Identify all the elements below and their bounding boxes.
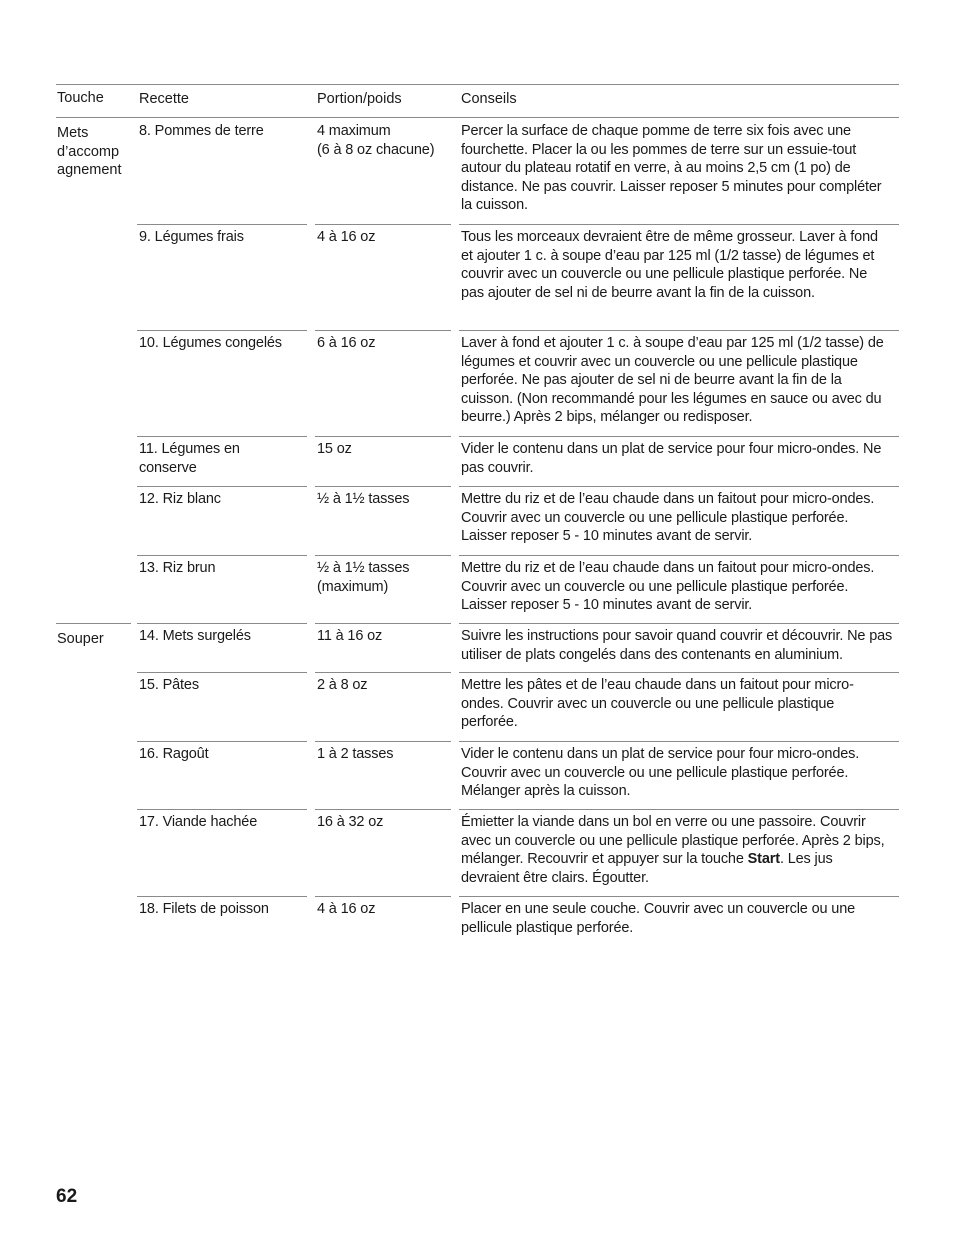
portion-weight: 16 à 32 oz	[317, 814, 384, 830]
recipe-name: 12. Riz blanc	[139, 491, 221, 507]
table-row	[56, 741, 899, 809]
row-divider	[459, 436, 899, 437]
row-divider	[459, 623, 899, 624]
row-divider	[137, 672, 307, 673]
group-label: Souper	[57, 631, 104, 647]
cooking-tip: Mettre du riz et de l’eau chaude dans un faitout pour micro-ondes. Couvrir avec un couvercle ou une pellicule plastique perforée. Laisser reposer 5 - 10 minutes avant de servir.	[461, 560, 875, 614]
group-souper	[56, 623, 899, 956]
portion-weight: 4 maximum (6 à 8 oz chacune)	[317, 123, 435, 158]
recipe-name: 18. Filets de poisson	[139, 901, 269, 917]
cooking-tip	[461, 813, 893, 887]
table-row	[56, 555, 899, 623]
row-divider	[137, 436, 307, 437]
recipe-name: 15. Pâtes	[139, 677, 199, 693]
tip-text: Émietter la viande dans un bol en verre ou une passoire. Couvrir avec un couvercle ou une pellicule plastique perforée. Après 2 bips, mélanger. Recouvrir et appuyer sur la touche	[461, 814, 885, 868]
row-divider	[315, 436, 451, 437]
page-number: 62	[56, 1186, 78, 1207]
portion-weight: 2 à 8 oz	[317, 677, 368, 693]
cooking-tip: Vider le contenu dans un plat de service pour four micro-ondes. Couvrir avec un couvercle ou une pellicule plastique perforée. Mélanger après la cuisson.	[461, 746, 860, 800]
portion-weight: 11 à 16 oz	[317, 628, 383, 644]
table-row	[56, 330, 899, 436]
table-row	[56, 224, 899, 330]
portion-weight: 15 oz	[317, 441, 352, 457]
row-divider	[315, 555, 451, 556]
row-divider	[459, 486, 899, 487]
row-divider	[137, 486, 307, 487]
table-row	[56, 436, 899, 486]
cooking-tip: Percer la surface de chaque pomme de terre six fois avec une fourchette. Placer la ou les pommes de terre sur un essuie-tout autour du plateau rotatif en verre, à au moins 2,5 cm (1 po) de distance. Ne pas couvrir. Laisser reposer 5 minutes pour compléter la cuisson.	[461, 123, 882, 214]
group-accompagnement	[56, 118, 899, 623]
row-divider	[315, 330, 451, 331]
recipe-name: 17. Viande hachée	[139, 814, 258, 830]
table-row	[56, 672, 899, 741]
table-row	[56, 896, 899, 956]
recipe-name: 11. Légumes en conserve	[139, 441, 240, 476]
cooking-tip: Suivre les instructions pour savoir quand couvrir et découvrir. Ne pas utiliser de plats congelés dans des contenants en aluminium.	[461, 628, 893, 663]
table-row	[56, 809, 899, 896]
row-divider	[137, 224, 307, 225]
row-divider	[315, 486, 451, 487]
row-divider	[315, 224, 451, 225]
portion-weight: ½ à 1½ tasses	[317, 491, 410, 507]
row-divider	[137, 623, 307, 624]
row-divider	[137, 809, 307, 810]
portion-weight: 1 à 2 tasses	[317, 746, 394, 762]
row-divider	[459, 224, 899, 225]
row-divider	[459, 896, 899, 897]
recipe-name: 10. Légumes congelés	[139, 335, 282, 351]
cooking-tip: Placer en une seule couche. Couvrir avec un couvercle ou une pellicule plastique perforée.	[461, 901, 856, 936]
table-row	[56, 486, 899, 555]
table-header	[56, 85, 899, 118]
header-touche: Touche	[57, 90, 104, 106]
start-key-label: Start	[747, 851, 780, 868]
cooking-tip: Laver à fond et ajouter 1 c. à soupe d’eau par 125 ml (1/2 tasse) de légumes et couvrir avec un couvercle ou une pellicule plastique perforée. Ne pas ajouter de sel ni de beurre avant la fin de la cuisson. (Non recommandé pour les légumes en sauce ou avec du beurre.) Après 2 bips, mélanger ou redisposer.	[461, 335, 884, 426]
group-label: Mets d’accomp agnement	[57, 125, 122, 179]
portion-weight: 6 à 16 oz	[317, 335, 376, 351]
row-divider	[459, 741, 899, 742]
header-recette: Recette	[139, 91, 189, 107]
row-divider	[315, 809, 451, 810]
row-divider	[137, 741, 307, 742]
row-divider	[459, 330, 899, 331]
cooking-guide-table	[56, 84, 899, 956]
cooking-tip: Mettre du riz et de l’eau chaude dans un faitout pour micro-ondes. Couvrir avec un couvercle ou une pellicule plastique perforée. Laisser reposer 5 - 10 minutes avant de servir.	[461, 491, 875, 545]
header-portion: Portion/poids	[317, 91, 402, 107]
table-row	[56, 118, 899, 224]
cooking-tip: Mettre les pâtes et de l’eau chaude dans un faitout pour micro-ondes. Couvrir avec un couvercle ou une pellicule plastique perforée.	[461, 677, 854, 731]
row-divider	[459, 555, 899, 556]
recipe-name: 8. Pommes de terre	[139, 123, 264, 139]
row-divider	[137, 555, 307, 556]
row-divider	[315, 623, 451, 624]
row-divider	[315, 672, 451, 673]
row-divider	[459, 672, 899, 673]
cooking-tip: Vider le contenu dans un plat de service pour four micro-ondes. Ne pas couvrir.	[461, 441, 882, 476]
row-divider	[137, 896, 307, 897]
tip-text: . Les jus devraient être clairs. Égoutter.	[461, 851, 833, 886]
header-conseils: Conseils	[461, 91, 517, 107]
portion-weight: 4 à 16 oz	[317, 229, 376, 245]
row-divider	[459, 809, 899, 810]
recipe-name: 16. Ragoût	[139, 746, 209, 762]
table-row	[56, 623, 899, 672]
recipe-name: 9. Légumes frais	[139, 229, 244, 245]
recipe-name: 14. Mets surgelés	[139, 628, 251, 644]
recipe-name: 13. Riz brun	[139, 560, 216, 576]
row-divider	[315, 896, 451, 897]
portion-weight: 4 à 16 oz	[317, 901, 376, 917]
row-divider	[137, 330, 307, 331]
row-divider	[315, 741, 451, 742]
portion-weight: ½ à 1½ tasses (maximum)	[317, 560, 410, 595]
cooking-tip: Tous les morceaux devraient être de même grosseur. Laver à fond et ajouter 1 c. à soupe d’eau par 125 ml (1/2 tasse) de légumes et couvrir avec un couvercle ou une pellicule plastique perforée. Ne pas ajouter de sel ni de beurre avant la fin de la cuisson.	[461, 229, 878, 301]
